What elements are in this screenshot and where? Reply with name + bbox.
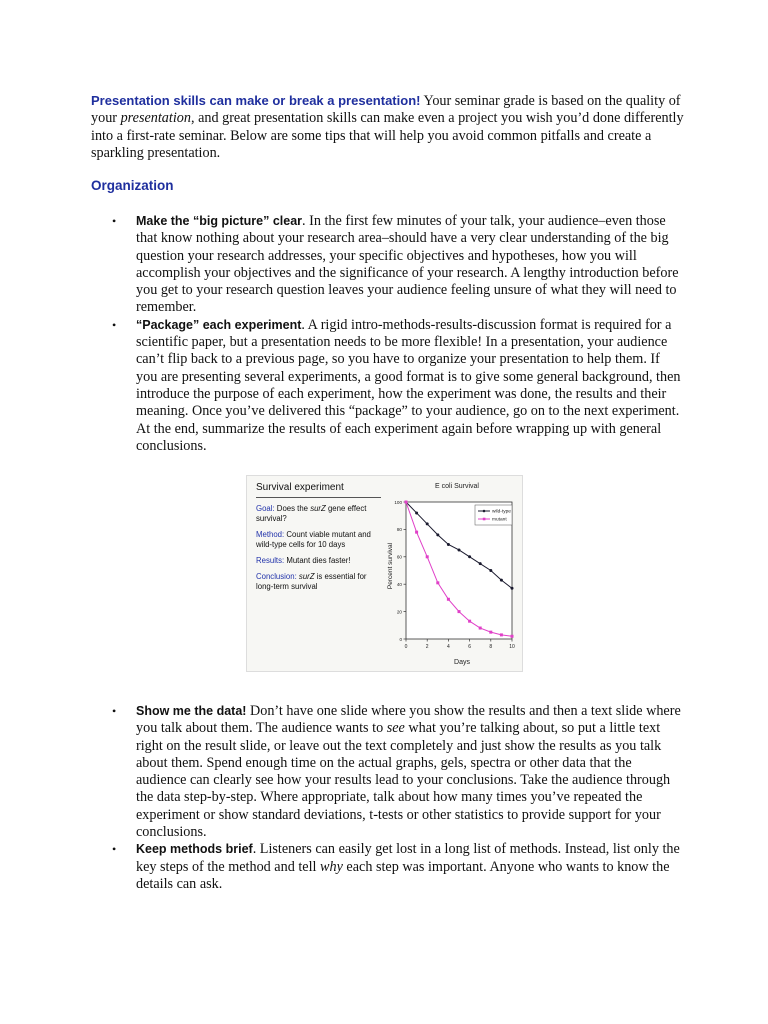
- data-point-mutant: [500, 633, 503, 636]
- bullet-text: . Listeners can easily get lost in a long list of methods. Instead, list only the key steps of the method and tell: [136, 841, 680, 875]
- survival-chart: [381, 476, 522, 671]
- bullet-title: Keep methods brief: [136, 842, 253, 857]
- bullet-dot: •: [112, 842, 117, 857]
- y-tick-label: 0: [399, 636, 402, 642]
- x-tick-label: 10: [509, 644, 515, 650]
- intro-text-1: Your seminar grade is based on the quality of your: [91, 93, 681, 127]
- bullet-dot: •: [112, 317, 117, 332]
- chart-ylabel: Percent survival: [387, 542, 394, 590]
- intro-emphasis: presentation: [120, 110, 191, 127]
- intro-text-2: , and great presentation skills can make even a project you wish you’d done differently into a first-rate seminar. Below are some tips that will help you avoid common pitfalls and create a sparkling presentation.: [91, 110, 684, 161]
- data-point-mutant: [436, 581, 439, 584]
- data-point-wild-type: [500, 579, 503, 582]
- data-point-wild-type: [436, 533, 439, 536]
- slide-title: Survival experiment: [256, 482, 381, 498]
- x-tick-label: 4: [447, 644, 450, 650]
- data-point-wild-type: [415, 511, 418, 514]
- bullet-dot: •: [112, 214, 117, 228]
- x-tick-label: 0: [404, 644, 408, 650]
- data-point-wild-type: [511, 587, 514, 590]
- legend-label-wild-type: wild-type: [492, 509, 511, 515]
- y-tick-label: 20: [396, 609, 402, 615]
- data-point-mutant: [426, 555, 429, 558]
- bullet-dot: •: [112, 704, 117, 718]
- list-item: [0, 703, 768, 841]
- bullet-text: . In the first few minutes of your talk, your audience–even those that know nothing about your research area–should have a very clear understanding of the big question your research addresses, your specific objectives and hypotheses, how you will accomplish your objectives and the significance of your research. A lengthy introduction before you get to your research question leaves your audience feeling unsure of what they will need to remember.: [136, 213, 679, 316]
- list-item: [0, 213, 768, 317]
- legend-marker-wild-type: [483, 510, 486, 513]
- bullet-list-bottom: [0, 703, 768, 893]
- data-point-mutant: [458, 610, 461, 613]
- data-point-wild-type: [426, 522, 429, 525]
- data-point-mutant: [468, 620, 471, 623]
- data-point-mutant: [447, 598, 450, 601]
- intro-lead: Presentation skills can make or break a presentation!: [91, 93, 421, 108]
- bullet-text: Don’t have one slide where you show the results and then a text slide where you talk about them. The audience wants to: [136, 703, 681, 737]
- list-item: [0, 841, 768, 893]
- data-point-mutant: [415, 531, 418, 534]
- legend-marker-mutant: [483, 518, 486, 521]
- slide-text-panel: [256, 482, 381, 598]
- data-point-wild-type: [479, 562, 482, 565]
- slide-goal: Goal: Does the surZ gene effect survival?: [256, 504, 367, 523]
- slide-results: Results: Mutant dies faster!: [256, 556, 351, 565]
- bullet-emphasis: see: [386, 720, 405, 737]
- x-tick-label: 2: [425, 644, 429, 650]
- chart-xlabel: Days: [454, 659, 470, 666]
- slide-method: Method: Count viable mutant and wild-type cells for 10 days: [256, 530, 371, 549]
- list-item: [0, 317, 768, 455]
- x-tick-label: 6: [468, 644, 471, 650]
- section-heading: Organization: [91, 178, 174, 193]
- bullet-text: . A rigid intro-methods-results-discussion format is required for a scientific paper, but a presentation needs to be more flexible! In a presentation, your audience can’t flip back to a previous page, so you have to organize your presentation to help them. If you are presenting several experiments, a good format is to give some general background, then introduce the purpose of each experiment, how the experiment was done, the results and their meaning. Once you’ve delivered this “package” to your audience, go on to the next experiment. At the end, summarize the results of each experiment again before wrapping up with general conclusions.: [136, 316, 681, 454]
- bullet-text: each step was important. Anyone who wants to know the details can ask.: [136, 858, 670, 892]
- data-point-mutant: [511, 635, 514, 638]
- data-point-mutant: [479, 627, 482, 630]
- slide-conclusion: Conclusion: surZ is essential for long-term survival: [256, 572, 367, 591]
- x-tick-label: 8: [489, 644, 493, 650]
- data-point-mutant: [489, 631, 492, 634]
- chart-svg: [381, 476, 522, 671]
- bullet-text: what you’re talking about, so put a little text right on the result slide, or leave out the text completely and just show the results as you talk about them. Spend enough time on the actual graphs, gels, spectra or other data that the audience can clearly see how your results lead to your conclusions. Take the audience through the data step-by-step. Where appropriate, talk about how many times you’ve repeated the experiment or show standard deviations, t-tests or other statistics to provide support for your conclusions.: [136, 720, 671, 841]
- bullet-emphasis: why: [320, 858, 343, 875]
- bullet-list-top: [0, 213, 768, 455]
- bullet-title: Make the “big picture” clear: [136, 214, 303, 228]
- bullet-title: “Package” each experiment: [136, 317, 302, 332]
- data-point-wild-type: [489, 569, 492, 572]
- data-point-wild-type: [447, 543, 450, 546]
- y-tick-label: 40: [396, 582, 402, 587]
- chart-title: E coli Survival: [435, 483, 479, 490]
- y-tick-label: 60: [396, 554, 402, 560]
- survival-figure: [246, 475, 523, 672]
- legend-label-mutant: mutant: [492, 517, 507, 523]
- data-point-mutant: [405, 501, 408, 504]
- bullet-title: Show me the data!: [136, 704, 247, 718]
- data-point-wild-type: [458, 548, 461, 551]
- intro-paragraph: [91, 92, 691, 162]
- data-point-wild-type: [468, 555, 471, 558]
- y-tick-label: 100: [394, 499, 402, 505]
- y-tick-label: 80: [396, 527, 402, 533]
